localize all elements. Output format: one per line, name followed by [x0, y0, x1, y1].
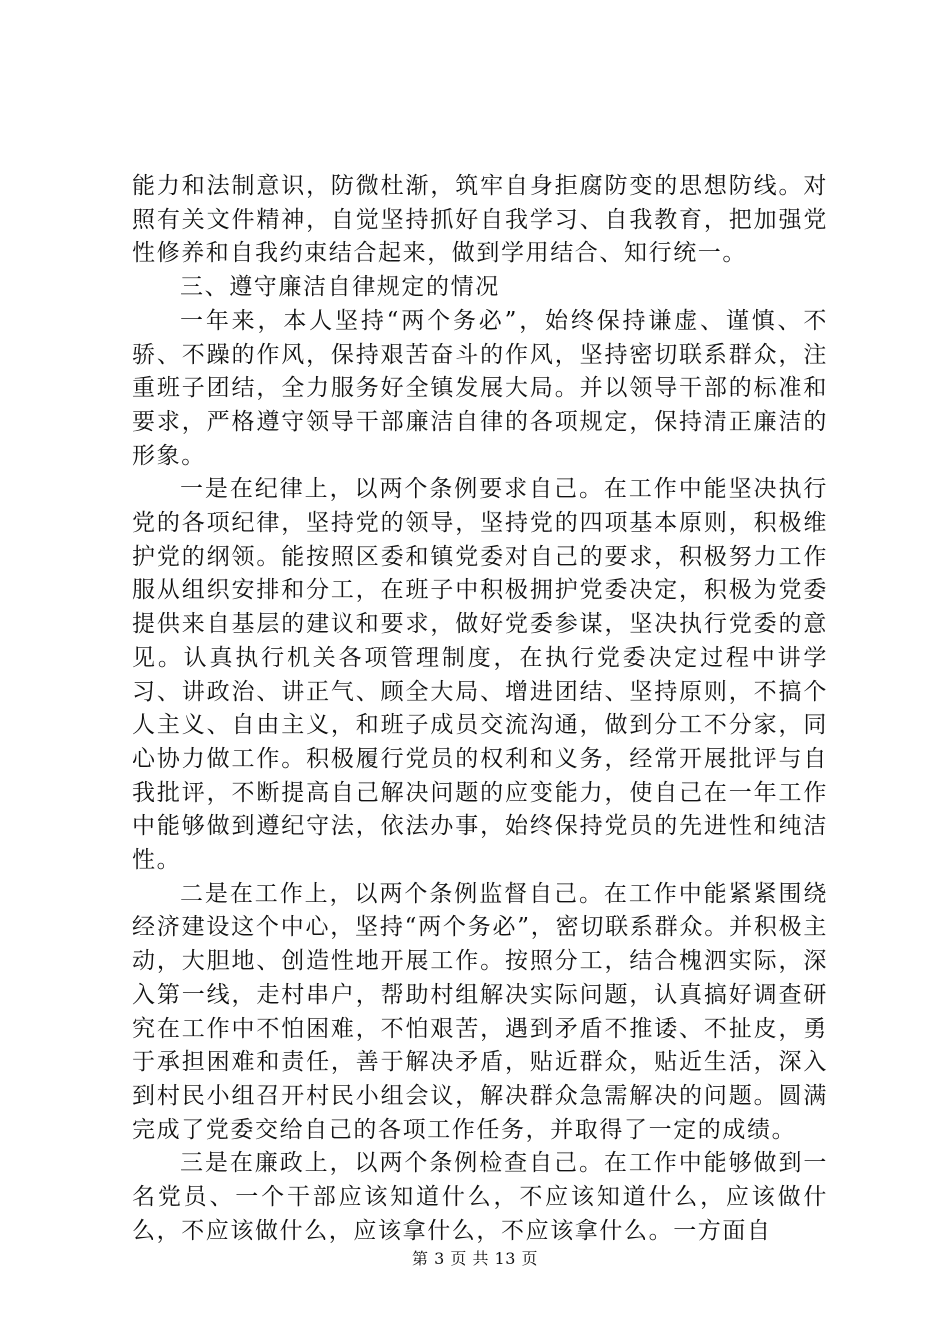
paragraph-5: 三是在廉政上，以两个条例检查自己。在工作中能够做到一名党员、一个干部应该知道什么，不应该知道什么，应该做什么，不应该做什么，应该拿什么，不应该拿什么。一方面自 [132, 1150, 828, 1244]
document-body [132, 170, 828, 1249]
page-footer: 第 3 页 共 13 页 [412, 1249, 538, 1268]
paragraph-3: 一是在纪律上，以两个条例要求自己。在工作中能坚决执行党的各项纪律，坚持党的领导，坚持党的四项基本原则，积极维护党的纲领。能按照区委和镇党委对自己的要求，积极努力工作服从组织安排和分工，在班子中积极拥护党委决定，积极为党委提供来自基层的建议和要求，做好党委参谋，坚决执行党委的意见。认真执行机关各项管理制度，在执行党委决定过程中讲学习、讲政治、讲正气、顾全大局、增进团结、坚持原则，不搞个人主义、自由主义，和班子成员交流沟通，做到分工不分家，同心协力做工作。积极履行党员的权利和义务，经常开展批评与自我批评，不断提高自己解决问题的应变能力，使自己在一年工作中能够做到遵纪守法，依法办事，始终保持党员的先进性和纯洁性。 [132, 476, 828, 874]
paragraph-1: 能力和法制意识，防微杜渐，筑牢自身拒腐防变的思想防线。对照有关文件精神，自觉坚持抓好自我学习、自我教育，把加强党性修养和自我约束结合起来，做到学用结合、知行统一。 [132, 173, 828, 267]
paragraph-2: 一年来，本人坚持“两个务必”，始终保持谦虚、谨慎、不骄、不躁的作风，保持艰苦奋斗的作风，坚持密切联系群众，注重班子团结，全力服务好全镇发展大局。并以领导干部的标准和要求，严格遵守领导干部廉洁自律的各项规定，保持清正廉洁的形象。 [132, 307, 828, 469]
paragraph-4: 二是在工作上，以两个条例监督自己。在工作中能紧紧围绕经济建设这个中心，坚持“两个务必”，密切联系群众。并积极主动，大胆地、创造性地开展工作。按照分工，结合槐泗实际，深入第一线，走村串户，帮助村组解决实际问题，认真搞好调查研究在工作中不怕困难，不怕艰苦，遇到矛盾不推诿、不扯皮，勇于承担困难和责任，善于解决矛盾，贴近群众，贴近生活，深入到村民小组召开村民小组会议，解决群众急需解决的问题。圆满完成了党委交给自己的各项工作任务，并取得了一定的成绩。 [132, 880, 828, 1143]
section-heading: 三、遵守廉洁自律规定的情况 [180, 274, 500, 301]
